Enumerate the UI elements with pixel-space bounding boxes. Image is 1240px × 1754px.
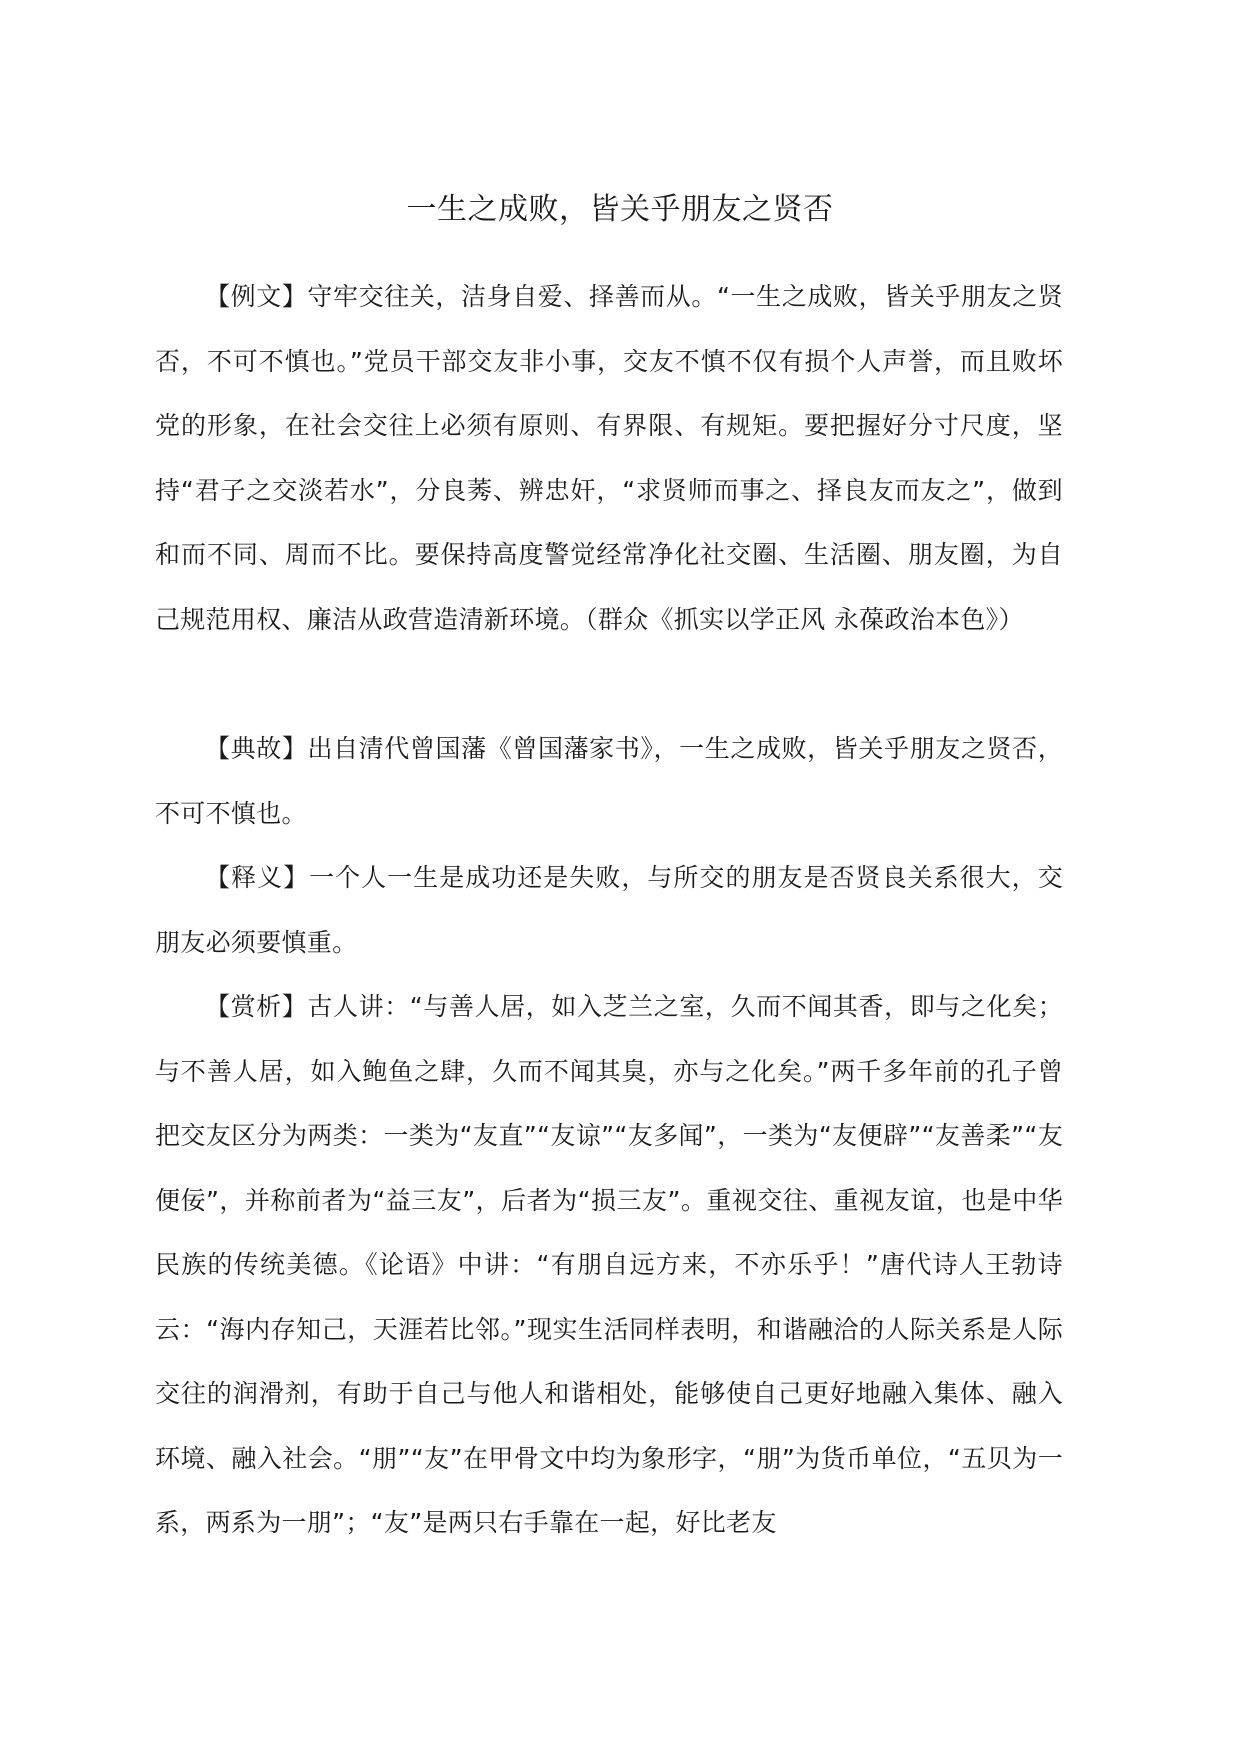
paragraph-allusion [155, 717, 1063, 846]
section-tag: 【释义】 [205, 863, 310, 892]
section-text: 一个人一生是成功还是失败，与所交的朋友是否贤良关系很大，交朋友必须要慎重。 [155, 863, 1064, 957]
section-text: 古人讲：“与善人居，如入芝兰之室，久而不闻其香，即与之化矣；与不善人居，如入鲍鱼之肆，久而不闻其臭，亦与之化矣。”两千多年前的孔子曾把交友区分为两类：一类为“友直”“友谅”“友多闻”，一类为“友便辟”“友善柔”“友便佞”，并称前者为“益三友”，后者为“损三友”。重视交往、重视友谊，也是中华民族的传统美德。《论语》中讲：“有朋自远方来，不亦乐乎！”唐代诗人王勃诗云：“海内存知己，天涯若比邻。”现实生活同样表明，和谐融洽的人际关系是人际交往的润滑剂，有助于自己与他人和谐相处，能够使自己更好地融入集体、融入环境、融入社会。“朋”“友”在甲骨文中均为象形字，“朋”为货币单位，“五贝为一系，两系为一朋”；“友”是两只右手靠在一起，好比老友 [155, 992, 1063, 1537]
paragraph-meaning [155, 846, 1063, 975]
section-tag: 【赏析】 [205, 992, 308, 1021]
paragraph-appreciation [155, 975, 1063, 1556]
section-text: 守牢交往关，洁身自爱、择善而从。“一生之成败，皆关乎朋友之贤否，不可不慎也。”党员干部交友非小事，交友不慎不仅有损个人声誉，而且败坏党的形象，在社会交往上必须有原则、有界限、有规矩。要把握好分寸尺度，坚持“君子之交淡若水”，分良莠、辨忠奸，“求贤师而事之、择良友而友之”，做到和而不同、周而不比。要保持高度警觉经常净化社交圈、生活圈、朋友圈，为自己规范用权、廉洁从政营造清新环境。（群众《抓实以学正风 永葆政治本色》） [155, 282, 1063, 634]
paragraph-example [155, 265, 1063, 652]
section-tag: 【典故】 [205, 734, 308, 763]
document-title: 一生之成败，皆关乎朋友之贤否 [406, 192, 834, 227]
section-tag: 【例文】 [205, 282, 308, 311]
section-text: 出自清代曾国藩《曾国藩家书》，一生之成败，皆关乎朋友之贤否，不可不慎也。 [155, 734, 1063, 828]
